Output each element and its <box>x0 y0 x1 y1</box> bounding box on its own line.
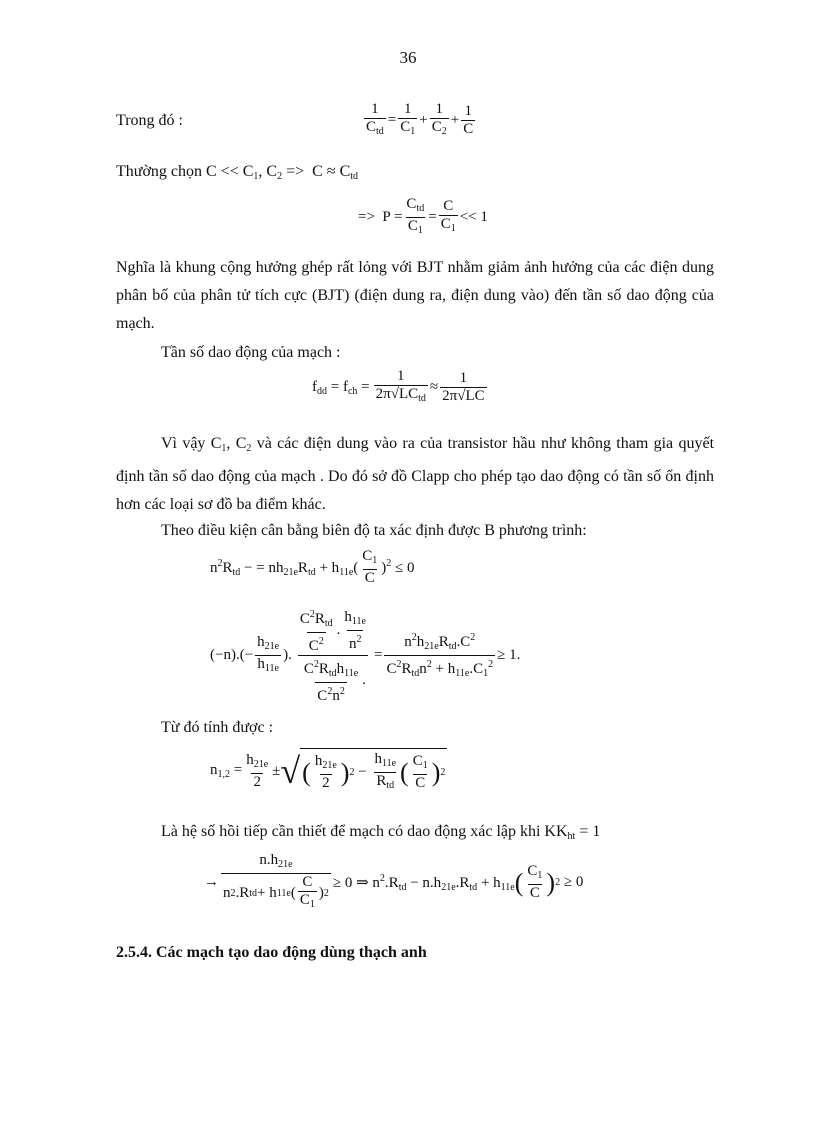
equation-balance-1: $n^2R_{td}$ − = $nh_{21e}R_{td} + h_{11e}$( $\frac{C_1}{C}$ )$^2$ ≤ 0 <box>210 548 415 586</box>
vi-vay-prefix: Vì vậy C <box>161 435 222 452</box>
paragraph-tu-do: Từ đó tính được : <box>161 719 274 736</box>
paragraph-vi-vay: Vì vậy $C_1$, $C_2$ và các điện dung vào ra của transistor hầu như không tham gia quyết định tần số dao động của mạch . Do đó sở đồ Clapp cho phép tạo dao động có tần số ổn định hơn các loại sơ đồ ba điểm khác. <box>116 435 715 513</box>
equation-frequency: $f_{dd} = f_{ch}$ = $\frac{1}{2\pi√LC_{td}}$ ≈ $\frac{1}{2\pi√LC}$ <box>312 368 489 407</box>
la-he-so-end: = 1 <box>575 823 601 840</box>
equation-p: => P = $\frac{C_{td}}{C_1}$ = $\frac{C}{C_1}$ << 1 <box>358 196 488 239</box>
paragraph-nghia-la: Nghĩa là khung cộng hưởng ghép rất lỏng với BJT nhằm giảm ảnh hưởng của các điện dung phân bố của phân tử tích cực (BJT) (điện dung ra, điện dung vào) đến tần số dao động của mạch. <box>116 259 714 332</box>
text-trong-do: Trong đó : <box>116 112 183 129</box>
paragraph-la-he-so <box>116 818 714 851</box>
equation-condition: → $n.h_{21e}$ n 2 .R td + h 11e ( $\frac{C}{C_1}$ ) 2 ≥ 0 ⇒ $n^2.R_{td} - n.h_{21e}.R_{td} + h_{11e}$ ( $\frac{C_1}{C}$ ) 2 ≥ 0 <box>204 852 583 913</box>
section-heading: 2.5.4. Các mạch tạo dao động dùng thạch anh <box>116 944 427 961</box>
text-thuong-chon: Thường chọn $C << C_1$, $C_2 => C \approx C_{td}$ <box>116 163 359 182</box>
la-he-so-text: Là hệ số hồi tiếp cần thiết để mạch có dao động xác lập khi KK <box>161 823 568 840</box>
vi-vay-body: và các điện dung vào ra của transistor hầu như không tham gia quyết định tần số dao động của mạch . Do đó sở đồ Clapp cho phép tạo dao động có tần số ổn định hơn các loại sơ đồ ba điểm khác. <box>116 435 715 513</box>
page-number: 36 <box>399 48 417 67</box>
paragraph-theo: Theo điều kiện cân bằng biên độ ta xác định được B phương trình: <box>161 522 587 539</box>
equation-balance-2: (−n).(− $\frac{h_{21e}}{h_{11e}}$ ). $\frac{C^2R_{td}}{C^2}$ . $\frac{h_{11e}}{n^2}$ $\frac{C^2R_{td}h_{11e}}{C^2n^2}$ . = $\frac{n^2h_{21e}R_{td}.C^2}{C^2R_{td}n^2 + h_{11e}.C_1^2}$ ≥ 1. <box>210 608 521 704</box>
thuong-chon-label: Thường chọn C << C <box>116 163 254 180</box>
equation-n12: $n_{1,2}$ = $\frac{h_{21e}}{2}$ ± √ ( $\frac{h_{21e}}{2}$ ) 2 − $\frac{h_{11e}}{R_{td}}$ ( $\frac{C_1}{C}$ ) 2 <box>210 748 447 794</box>
equation-series-capacitance: $\frac{1}{C_{td}}$ = $\frac{1}{C_1}$ + $\frac{1}{C_2}$ + $\frac{1}{C}$ <box>362 101 477 140</box>
paragraph-tan-so: Tần số dao động của mạch : <box>161 344 341 361</box>
kk-subscript: ht <box>567 831 576 842</box>
